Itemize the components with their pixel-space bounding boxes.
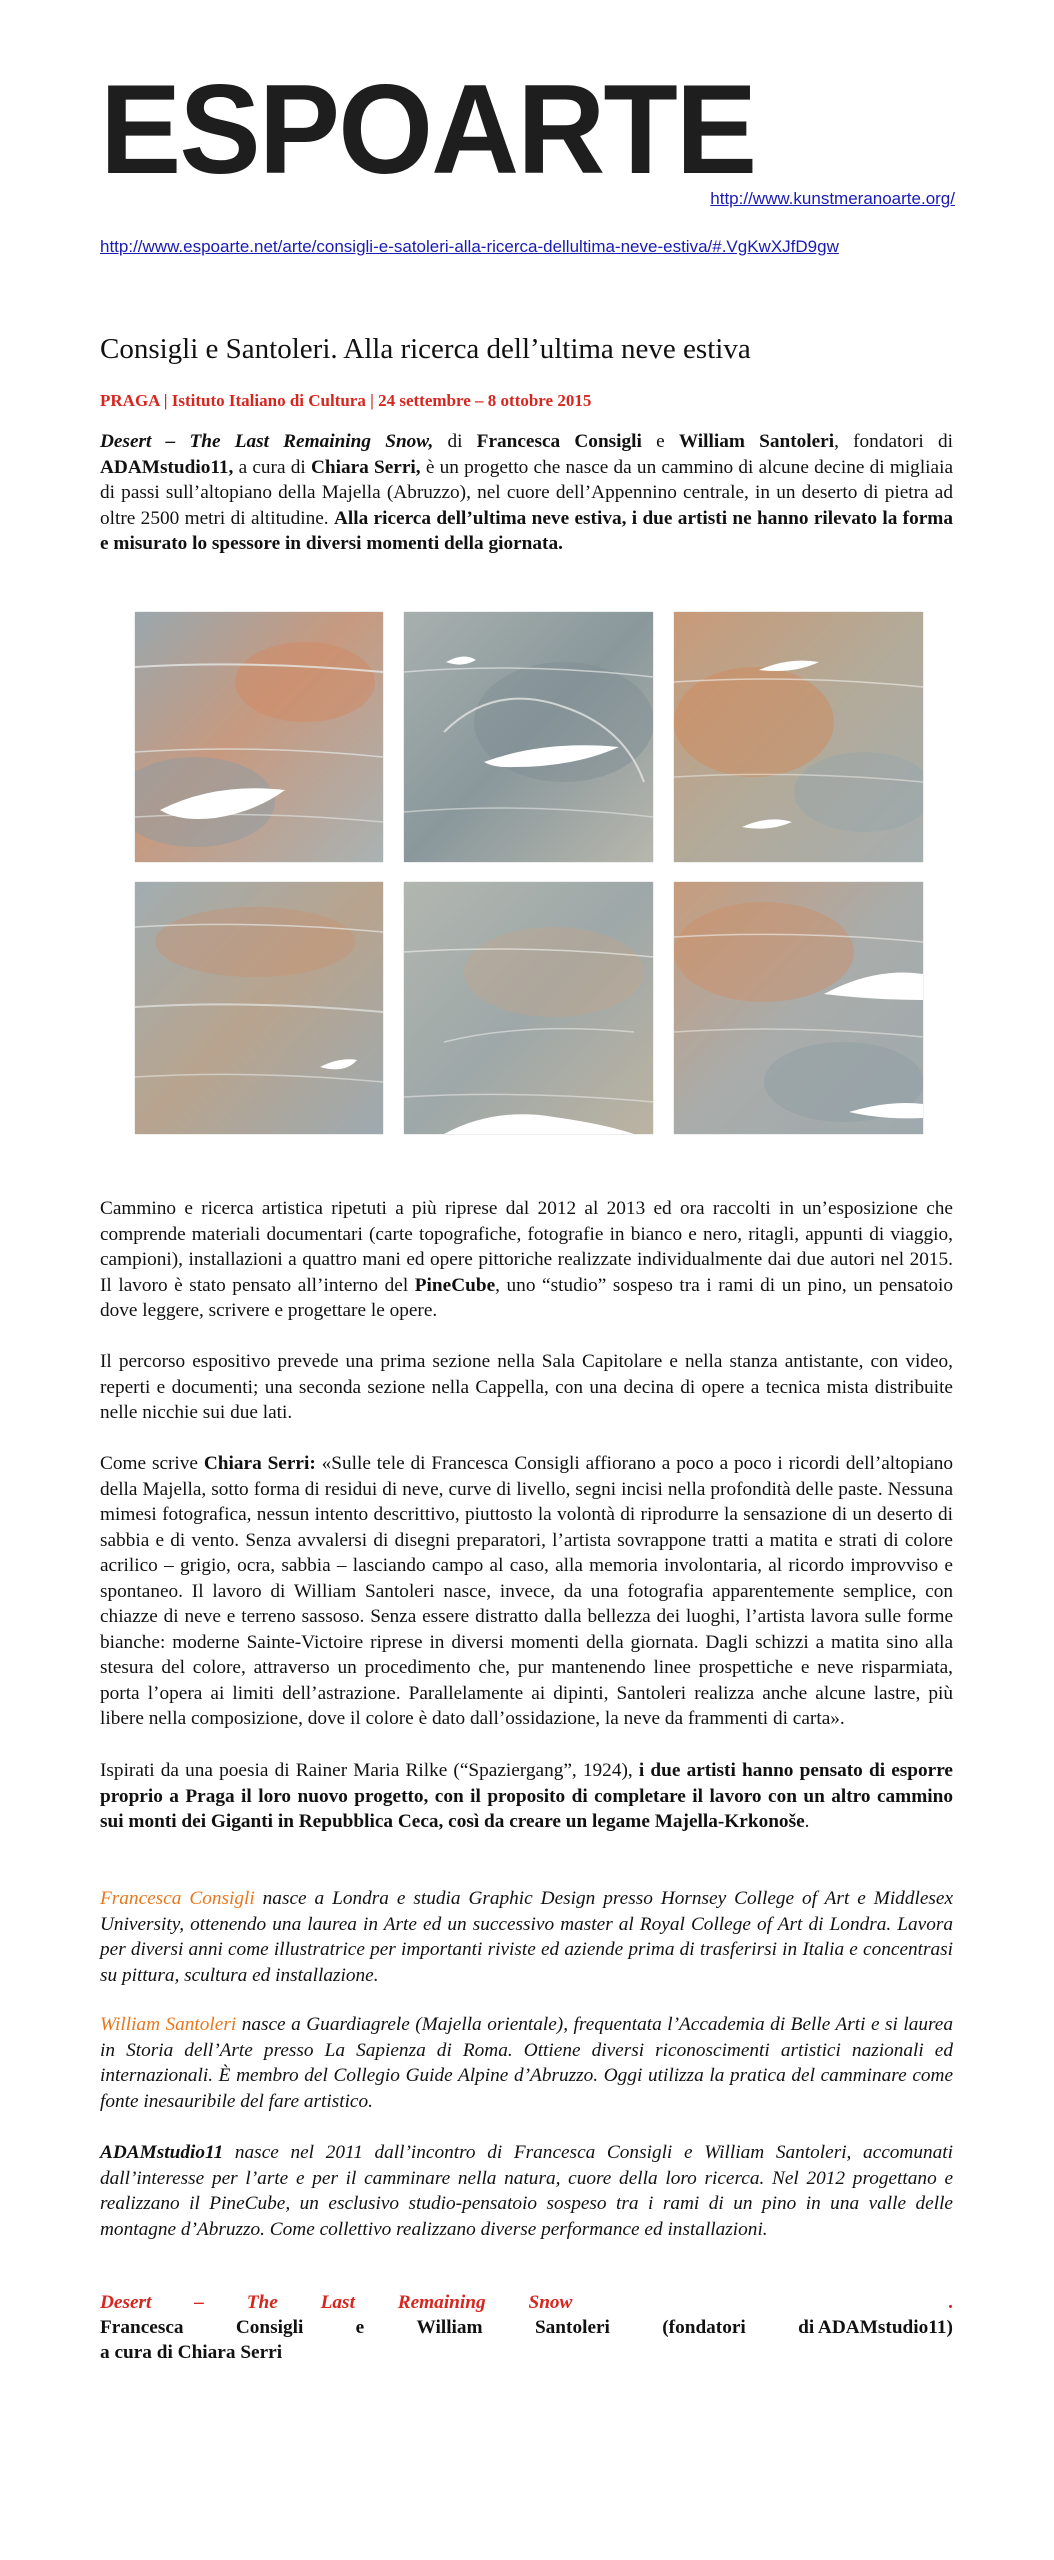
artist-consigli: Francesca Consigli	[476, 431, 642, 452]
artwork-panel-6	[674, 882, 923, 1134]
artwork-panel-5	[404, 882, 653, 1134]
bio-santoleri-name: William Santoleri	[100, 2014, 237, 2035]
article-link[interactable]: http://www.espoarte.net/arte/consigli-e-satoleri-alla-ricerca-dellultima-neve-estiva/#.VgKwXJfD9gw	[100, 237, 839, 256]
artwork-panel-1	[135, 612, 383, 862]
final-credit-line: Francesca Consigli e William Santoleri (fondatori di ADAMstudio11)	[100, 2317, 953, 2338]
paragraph-rilke: Ispirati da una poesia di Rainer Maria Rilke (“Spaziergang”, 1924), i due artisti hanno pensato di esporre proprio a Praga il loro nuovo progetto, con il proposito di completare il lavoro con un altro cammino sui monti dei Giganti in Repubblica Ceca, così da creare un legame Majella-Krkonoše.	[100, 1760, 953, 1832]
artist-santoleri: William Santoleri	[678, 431, 835, 452]
article-title: Consigli e Santoleri. Alla ricerca dell’ultima neve estiva	[100, 333, 751, 365]
exhibition-credits	[100, 2290, 953, 2365]
espoarte-logo[interactable]: ESPOARTE	[100, 58, 756, 200]
bio-adamstudio-name: ADAMstudio11	[100, 2142, 224, 2163]
intro-paragraph: Desert – The Last Remaining Snow, di Francesca Consigli e William Santoleri, fondatori di ADAMstudio11, a cura di Chiara Serri, è un progetto che nasce da un cammino di alcune decine di migliaia di passi sull’altopiano della Majella (Abruzzo), nel cuore dell’Appennino centrale, in un deserto di pietra ad oltre 2500 metri di altitudine. Alla ricerca dell’ultima neve estiva, i due artisti ne hanno rilevato la forma e misurato lo spessore in diversi momenti della giornata.	[100, 431, 954, 554]
final-curator-line: a cura di Chiara Serri	[100, 2342, 283, 2363]
curator-name: Chiara Serri,	[310, 456, 421, 478]
artwork-panel-4	[135, 882, 383, 1134]
bio-santoleri: William Santoleri nasce a Guardiagrele (Majella orientale), frequentata l’Accademia di Belle Arti e si laurea in Storia dell’Arte presso La Sapienza di Roma. Ottiene diversi riconoscimenti artistici nazionali ed internazionali. È membro del Collegio Guide Alpine d’Abruzzo. Oggi utilizza la pratica del camminare come fonte inesauribile del fare artistico.	[100, 2014, 953, 2112]
bio-consigli-name: Francesca Consigli	[100, 1888, 255, 1909]
artwork-panel-2	[404, 612, 653, 862]
pinecube-name: PineCube	[414, 1274, 496, 1296]
work-title: Desert – The Last Remaining Snow,	[100, 431, 434, 452]
artwork-grid	[135, 612, 923, 1134]
bio-adamstudio: ADAMstudio11 nasce nel 2011 dall’incontro di Francesca Consigli e William Santoleri, accomunati dall’interesse per l’arte e per il camminare nella natura, cuore della loro ricerca. Nel 2012 progettano e realizzano il PineCube, un esclusivo studio-pensatoio sospeso tra i rami di un pino in una valle delle montagne d’Abruzzo. Come collettivo realizzano diverse performance ed installazioni.	[100, 2142, 953, 2240]
paragraph-cammino: Cammino e ricerca artistica ripetuti a più riprese dal 2012 al 2013 ed ora raccolti in un’esposizione che comprende materiali documentari (carte topografiche, fotografie in bianco e nero, ritagli, appunti di viaggio, campioni), installazioni a quattro mani ed opere pittoriche realizzate individualmente dai due autori nel 2015. Il lavoro è stato pensato all’interno del PineCube, uno “studio” sospeso tra i rami di un pino, un pensatoio dove leggere, scrivere e progettare le opere.	[100, 1198, 954, 1321]
paragraph-percorso: Il percorso espositivo prevede una prima sezione nella Sala Capitolare e nella stanza antistante, con video, reperti e documenti; una seconda sezione nella Cappella, con una decina di opere a tecnica mista distribuite nelle nicchie sui due lati.	[100, 1351, 953, 1423]
bio-consigli: Francesca Consigli nasce a Londra e studia Graphic Design presso Hornsey College of Art e Middlesex University, ottenendo una laurea in Arte ed un successivo master al Royal College of Art di Londra. Lavora per diversi anni come illustratrice per importanti riviste ed aziende prima di trasferirsi in Italia e concentrasi su pittura, scultura ed installazione.	[100, 1888, 953, 1986]
studio-name: ADAMstudio11,	[100, 456, 234, 478]
quote-author: Chiara Serri:	[203, 1453, 316, 1474]
paragraph-serri-quote: Come scrive Chiara Serri: «Sulle tele di Francesca Consigli affiorano a poco a poco i ricordi dell’altopiano della Majella, sotto forma di residui di neve, curve di livello, segni incisi nella profondità delle paste. Nessuna mimesi fotografica, nessun intento descrittivo, piuttosto la volontà di riprodurre la sensazione di un deserto di sabbia e di vento. Senza avvalersi di disegni preparatori, l’artista sovrappone tratti a matita e strati di colore acrilico – grigio, ocra, sabbia – lasciando campo al caso, alla memoria involontaria, al ricordo improvviso e spontaneo. Il lavoro di William Santoleri nasce, invece, da una fotografia apparentemente semplice, con chiazze di neve e terreno sassoso. Senza essere distratto dalla bellezza dei luoghi, l’artista lavora sulle forme bianche: moderne Sainte-Victoire riprese in diversi momenti della giornata. Dagli schizzi a matita sino alla stesura del colore, attraverso un procedimento che, pur mantenendo linee prospettiche e neve risparmiata, porta l’opera ai limiti dell’astrazione. Parallelamente ai dipinti, Santoleri realizza anche alcune lastre, più libere nella composizione, dove il colore è dato dall’ossidazione, la neve da frammenti di carta».	[100, 1453, 953, 1729]
final-title-line: Desert – The Last Remaining Snow .	[100, 2292, 953, 2313]
event-info: PRAGA | Istituto Italiano di Cultura | 24 settembre – 8 ottobre 2015	[100, 391, 592, 410]
kunstmeranoarte-link[interactable]: http://www.kunstmeranoarte.org/	[710, 189, 955, 208]
artwork-panel-3	[674, 612, 923, 862]
